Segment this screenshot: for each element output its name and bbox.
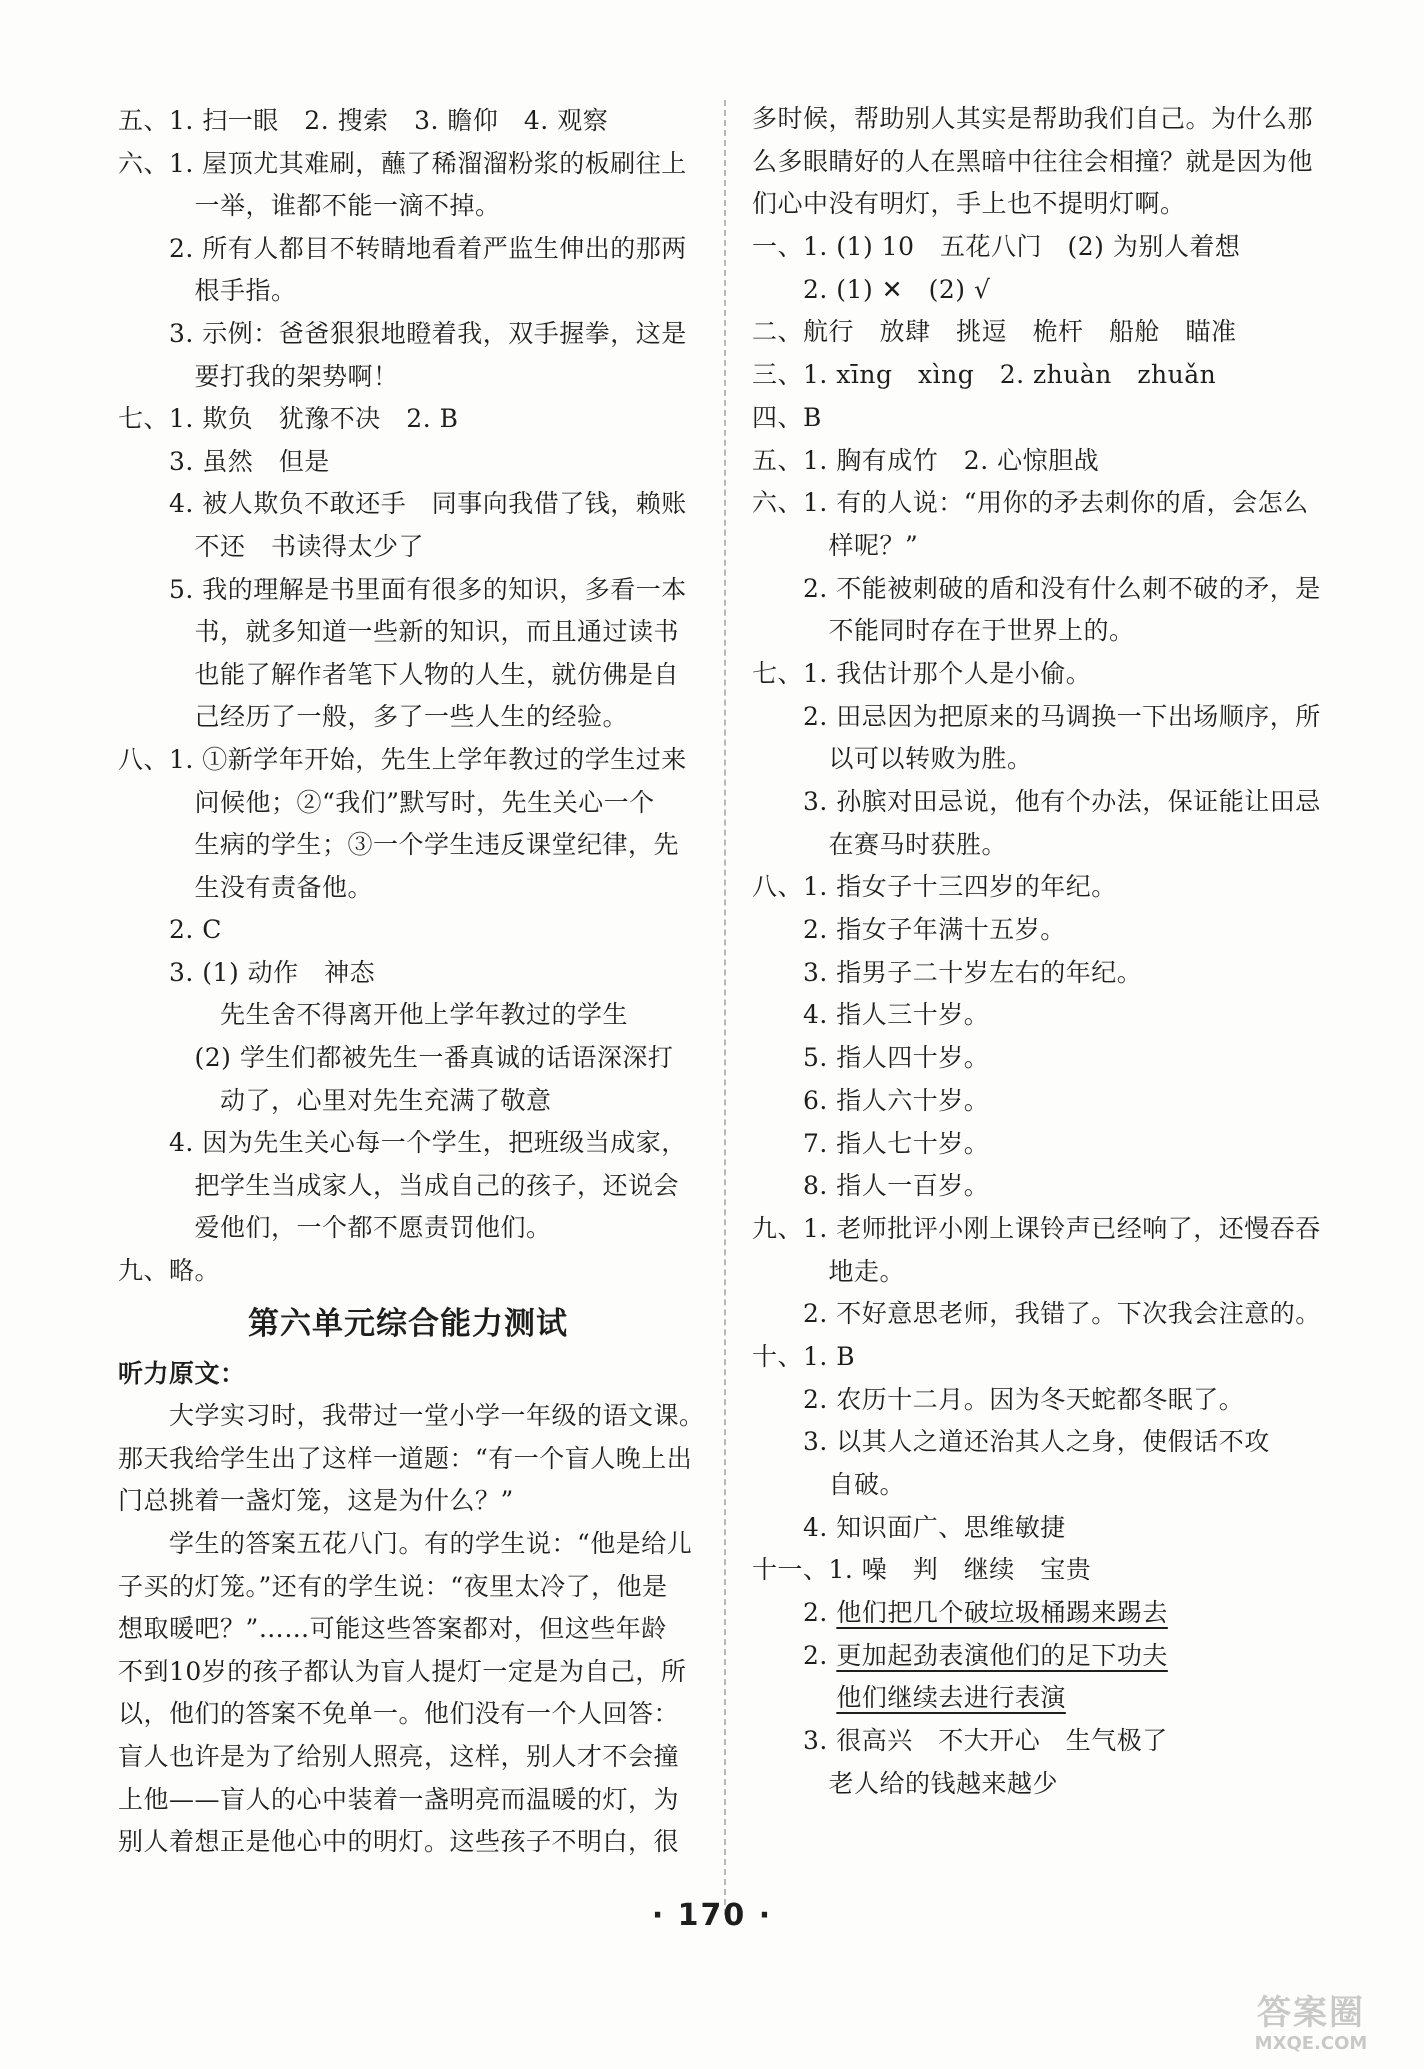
answer-line: 2. 不好意思老师，我错了。下次我会注意的。: [752, 1299, 1321, 1329]
answer-line: 3. 虽然 但是: [118, 446, 330, 476]
answer-line: 盲人也许是为了给别人照亮，这样，别人才不会撞: [118, 1741, 680, 1771]
answer-line: 2. 指女子年满十五岁。: [752, 915, 1066, 945]
answer-block-right: [752, 98, 1322, 1592]
answer-line: 五、1. 扫一眼 2. 搜索 3. 瞻仰 4. 观察: [118, 106, 609, 135]
answer-line: (2) 学生们都被先生一番真诚的话语深深打: [118, 1043, 674, 1073]
left-column: [118, 100, 705, 1864]
answer-line: 学生的答案五花八门。有的学生说：“他是给儿: [118, 1529, 693, 1558]
answer-line: 根手指。: [118, 276, 297, 306]
answer-line: 一、1. (1) 10 五花八门 (2) 为别人着想: [752, 232, 1241, 262]
underlined-text: 他们把几个破垃圾桶踢来踢去: [836, 1598, 1168, 1628]
answer-line: 不能同时存在于世界上的。: [752, 616, 1135, 646]
answer-line: [752, 1677, 1322, 1720]
listening-passage: [118, 1395, 705, 1864]
answer-line: 老人给的钱越来越少: [752, 1768, 1059, 1798]
answer-line: 那天我给学生出了这样一道题：“有一个盲人晚上出: [118, 1443, 693, 1473]
answer-block-left: [118, 100, 698, 1293]
listening-label: 听力原文：: [118, 1358, 246, 1388]
answer-line: 问候他；②“我们”默写时，先生关心一个: [118, 787, 655, 817]
answer-line: 2. C: [118, 915, 222, 945]
answer-line: 子买的灯笼。”还有的学生说：“夜里太冷了，他是: [118, 1571, 668, 1601]
watermark-title: 答案圈: [1257, 1993, 1365, 2033]
answer-line: 2. (1) ✕ (2) √: [752, 274, 991, 304]
answer-line: 大学实习时，我带过一堂小学一年级的语文课。: [118, 1401, 705, 1431]
answer-line: 生没有责备他。: [118, 872, 374, 902]
answer-line: 以可以转败为胜。: [752, 744, 1033, 774]
answer-line: 爱他们，一个都不愿责罚他们。: [118, 1213, 552, 1243]
answer-line: 7. 指人七十岁。: [752, 1128, 990, 1158]
answer-line: 2. 农历十二月。因为冬天蛇都冬眠了。: [752, 1384, 1245, 1414]
answer-line: 别人着想正是他心中的明灯。这些孩子不明白，很: [118, 1827, 680, 1857]
answer-line: 4. 知识面广、思维敏捷: [752, 1512, 1066, 1542]
answer-line: 2. 不能被刺破的盾和没有什么刺不破的矛，是: [752, 573, 1321, 603]
answer-line: 二、航行 放肆 挑逗 桅杆 船舱 瞄准: [752, 317, 1237, 347]
answer-line: 么多眼睛好的人在黑暗中往往会相撞？就是因为他: [752, 146, 1314, 176]
answer-line: 生病的学生；③一个学生违反课堂纪律，先: [118, 830, 680, 860]
answer-line: 十一、1. 噪 判 继续 宝贵: [752, 1555, 1092, 1585]
answer-line: 一举，谁都不能一滴不掉。: [118, 191, 501, 221]
answer-line: 样呢？”: [752, 530, 919, 560]
answer-line: 想取暖吧？”……可能这些答案都对，但这些年龄: [118, 1614, 667, 1644]
answer-line: 3. 孙膑对田忌说，他有个办法，保证能让田忌: [752, 787, 1321, 816]
answer-line: 七、1. 欺负 犹豫不决 2. B: [118, 404, 459, 434]
answer-line: 也能了解作者笔下人物的人生，就仿佛是自: [118, 659, 680, 689]
answer-line: 5. 指人四十岁。: [752, 1043, 990, 1073]
answer-line: 3. 以其人之道还治其人之身，使假话不攻: [752, 1427, 1270, 1457]
answer-line: 3. 很高兴 不大开心 生气极了: [752, 1726, 1168, 1756]
answer-line: 不到10岁的孩子都认为盲人提灯一定是为自己，所: [118, 1656, 687, 1686]
answer-line: 2. 他们把几个破垃圾桶踢来踢去: [752, 1598, 1168, 1628]
answer-line: 三、1. xīng xìng 2. zhuàn zhuǎn: [752, 360, 1217, 390]
answer-line: 4. 指人三十岁。: [752, 1000, 990, 1030]
section-title: 第六单元综合能力测试: [248, 1305, 568, 1342]
answer-line: 书，就多知道一些新的知识，而且通过读书: [118, 617, 680, 647]
answer-line: 动了，心里对先生充满了敬意: [118, 1085, 552, 1115]
underlined-text: 他们继续去进行表演: [836, 1683, 1066, 1713]
answer-line: 己经历了一般，多了一些人生的经验。: [118, 702, 629, 732]
answer-line: 多时候，帮助别人其实是帮助我们自己。为什么那: [752, 104, 1314, 133]
answer-line: 4. 被人欺负不敢还手 同事向我借了钱，赖账: [118, 489, 687, 519]
answer-line: 8. 指人一百岁。: [752, 1171, 990, 1201]
answer-line: 门总挑着一盏灯笼，这是为什么？”: [118, 1486, 514, 1516]
answer-line: 自破。: [752, 1470, 906, 1499]
underlined-answer-group: [752, 1592, 1322, 1720]
answer-line: 6. 指人六十岁。: [752, 1085, 990, 1115]
answer-line: 5. 我的理解是书里面有很多的知识，多看一本: [118, 574, 687, 604]
answer-line: 2. 所有人都目不转睛地看着严监生伸出的那两: [118, 233, 687, 263]
answer-line: 七、1. 我估计那个人是小偷。: [752, 658, 1092, 688]
page-number: · 170 ·: [651, 1898, 773, 1933]
answer-line: 以，他们的答案不免单一。他们没有一个人回答：: [118, 1699, 680, 1729]
answer-line: 六、1. 有的人说：“用你的矛去刺你的盾，会怎么: [752, 488, 1309, 518]
answer-line: 们心中没有明灯，手上也不提明灯啊。: [752, 189, 1186, 219]
answer-line: 3. 指男子二十岁左右的年纪。: [752, 957, 1143, 987]
answer-line: 2. 更加起劲表演他们的足下功夫: [752, 1640, 1168, 1670]
answer-line: 3. (1) 动作 神态: [118, 957, 376, 987]
answer-line: 把学生当成家人，当成自己的孩子，还说会: [118, 1170, 680, 1200]
answer-line: 五、1. 胸有成竹 2. 心惊胆战: [752, 445, 1100, 475]
answer-line: 九、略。: [118, 1256, 221, 1286]
answer-line: 六、1. 屋顶尤其难刷，蘸了稀溜溜粉浆的板刷往上: [118, 148, 687, 178]
answer-line: 八、1. ①新学年开始，先生上学年教过的学生过来: [118, 744, 687, 774]
answer-line: 四、B: [752, 402, 822, 432]
column-divider: [724, 100, 726, 1915]
answer-line: 地走。: [752, 1256, 906, 1286]
answer-line: 4. 因为先生关心每一个学生，把班级当成家，: [118, 1128, 687, 1158]
answer-line: 十、1. B: [752, 1341, 856, 1371]
answer-line: 上他——盲人的心中装着一盏明亮而温暖的灯，为: [118, 1784, 680, 1814]
answer-line: 2. 田忌因为把原来的马调换一下出场顺序，所: [752, 701, 1321, 731]
answer-line: 3. 示例：爸爸狠狠地瞪着我，双手握拳，这是: [118, 318, 687, 348]
answer-line: 要打我的架势啊！: [118, 361, 399, 391]
answer-line: 不还 书读得太少了: [118, 531, 425, 561]
underlined-text: 更加起劲表演他们的足下功夫: [836, 1640, 1168, 1670]
watermark-logo: [1216, 1993, 1406, 2063]
answer-line: 在赛马时获胜。: [752, 829, 1008, 859]
answer-line: 八、1. 指女子十三四岁的年纪。: [752, 872, 1117, 902]
answer-line: 九、1. 老师批评小刚上课铃声已经响了，还慢吞吞: [752, 1213, 1321, 1243]
answer-line: 先生舍不得离开他上学年教过的学生: [118, 1000, 629, 1030]
right-column: [752, 98, 1322, 1806]
watermark-url: MXQE.COM: [1254, 2033, 1368, 2054]
